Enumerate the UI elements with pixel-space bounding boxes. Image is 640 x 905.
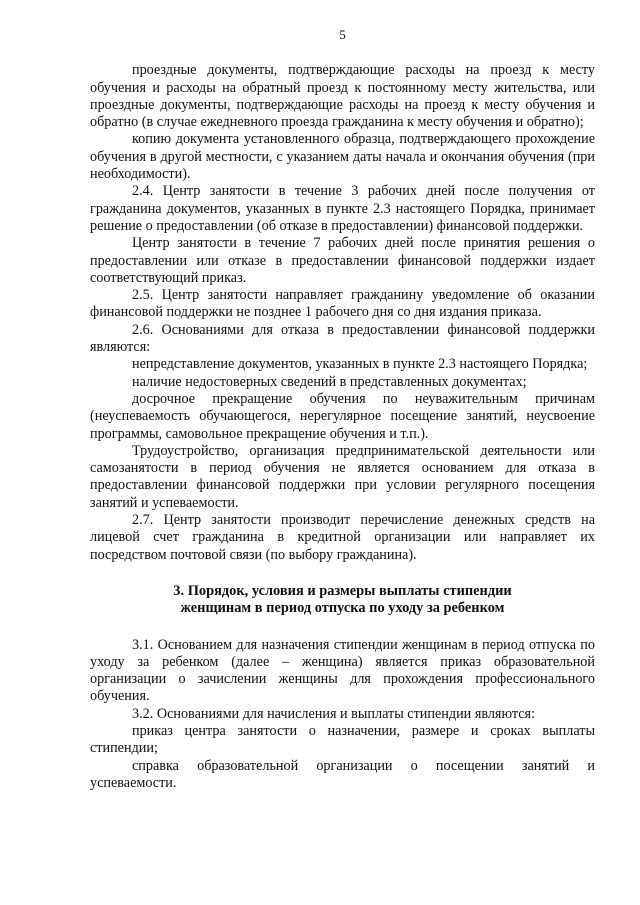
paragraphs-top (90, 62, 595, 564)
section-heading-line-1: 3. Порядок, условия и размеры выплаты стипендии (173, 582, 512, 599)
paragraph: копию документа установленного образца, подтверждающего прохождение обучения в другой местности, с указанием даты начала и окончания обучения (при необходимости). (90, 131, 595, 183)
section-heading (90, 583, 595, 618)
page-number: 5 (339, 27, 346, 42)
paragraph: непредставление документов, указанных в пункте 2.3 настоящего Порядка; (132, 356, 588, 373)
paragraph: проездные документы, подтверждающие расходы на проезд к месту обучения и расходы на обратный проезд к постоянному месту жительства, или проездные документы, подтверждающие расходы на проезд к месту обучения и обратно (в случае ежедневного проезда гражданина к месту обучения и обратно); (90, 62, 595, 131)
paragraph: 2.7. Центр занятости производит перечисление денежных средств на лицевой счет гражданина в кредитной организации или направляет их посредством почтовой связи (по выбору гражданина). (90, 512, 595, 563)
paragraph: 3.1. Основанием для назначения стипендии женщинам в период отпуска по уходу за ребенком (далее – женщина) является приказ образовательной организации о зачислении женщины для прохождения профессионального обучения. (90, 636, 595, 705)
paragraph: досрочное прекращение обучения по неуважительным причинам (неуспеваемость обучающегося, нерегулярное посещение занятий, неусвоение программы, самовольное прекращение обучения и т.п.). (90, 390, 595, 442)
paragraph: Трудоустройство, организация предпринимательской деятельности или самозанятости в период обучения не является основанием для отказа в предоставлении финансовой поддержки при условии регулярного посещения занятий и успеваемости. (90, 442, 595, 511)
paragraph: 2.5. Центр занятости направляет гражданину уведомление об оказании финансовой поддержки не позднее 1 рабочего дня со дня издания приказа. (90, 287, 595, 321)
paragraph: приказ центра занятости о назначении, размере и сроках выплаты стипендии; (90, 722, 595, 757)
paragraph: 3.2. Основаниями для начисления и выплаты стипендии являются: (132, 705, 536, 722)
paragraph: 2.6. Основаниями для отказа в предоставлении финансовой поддержки являются: (90, 321, 595, 356)
paragraph: справка образовательной организации о посещении занятий и успеваемости. (90, 757, 595, 791)
paragraph: Центр занятости в течение 7 рабочих дней после принятия решения о предоставлении или отказе в предоставлении финансовой поддержки издает соответствующий приказ. (90, 235, 595, 286)
section-heading-line-2: женщинам в период отпуска по уходу за ребенком (180, 600, 505, 617)
paragraphs-bottom (90, 637, 595, 793)
document-page (90, 26, 595, 792)
paragraph: 2.4. Центр занятости в течение 3 рабочих дней после получения от гражданина документов, указанных в пункте 2.3 настоящего Порядка, принимает решение о предоставлении (об отказе в предоставлении) финансовой поддержки. (90, 183, 595, 234)
paragraph: наличие недостоверных сведений в представленных документах; (132, 373, 527, 390)
